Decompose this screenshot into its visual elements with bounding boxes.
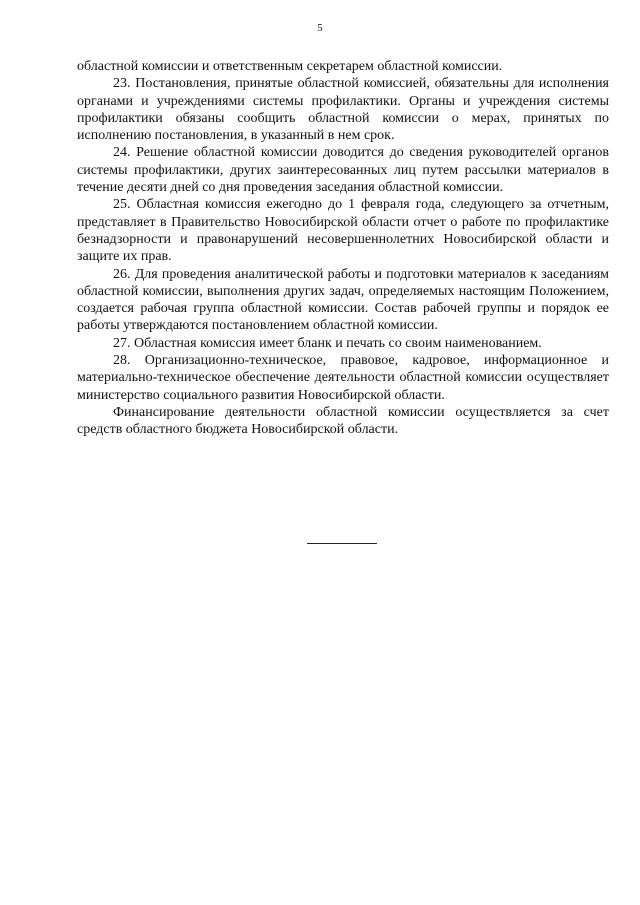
page-number: 5: [317, 22, 323, 34]
paragraph-27: 27. Областная комиссия имеет бланк и печать со своим наименованием.: [113, 335, 542, 351]
paragraph-28: 28. Организационно-техническое, правовое, кадровое, информационное и материально-техническое обеспечение деятельности областной комиссии осуществляет министерство социального развития Новосибирской области.: [77, 353, 609, 403]
paragraph-financing: Финансирование деятельности областной комиссии осуществляется за счет средств областного бюджета Новосибирской области.: [77, 404, 609, 438]
paragraph-25: 25. Областная комиссия ежегодно до 1 февраля года, следующего за отчетным, представляет в Правительство Новосибирской области отчет о работе по профилактике безнадзорности и правонарушений несовершеннолетних Новосибирской области и защите их прав.: [77, 197, 609, 265]
paragraph-continuation: областной комиссии и ответственным секретарем областной комиссии.: [77, 59, 503, 74]
paragraph-24: 24. Решение областной комиссии доводится до сведения руководителей органов системы профилактики, других заинтересованных лиц путем рассылки материалов в течение десяти дней со дня проведения заседания областной комиссии.: [77, 145, 609, 196]
end-separator-line: [307, 543, 377, 544]
paragraph-26: 26. Для проведения аналитической работы и подготовки материалов к заседаниям областной комиссии, выполнения других задач, определяемых настоящим Положением, создается рабочая группа областной комиссии. Состав рабочей группы и порядок ее работы утверждаются постановлением областной комиссии.: [77, 266, 609, 334]
paragraph-23: 23. Постановления, принятые областной комиссией, обязательны для исполнения органами и учреждениями системы профилактики. Органы и учреждения системы профилактики обязаны сообщить областной комиссии о мерах, принятых по исполнению постановления, в указанный в нем срок.: [77, 76, 609, 144]
document-body: [77, 58, 609, 439]
